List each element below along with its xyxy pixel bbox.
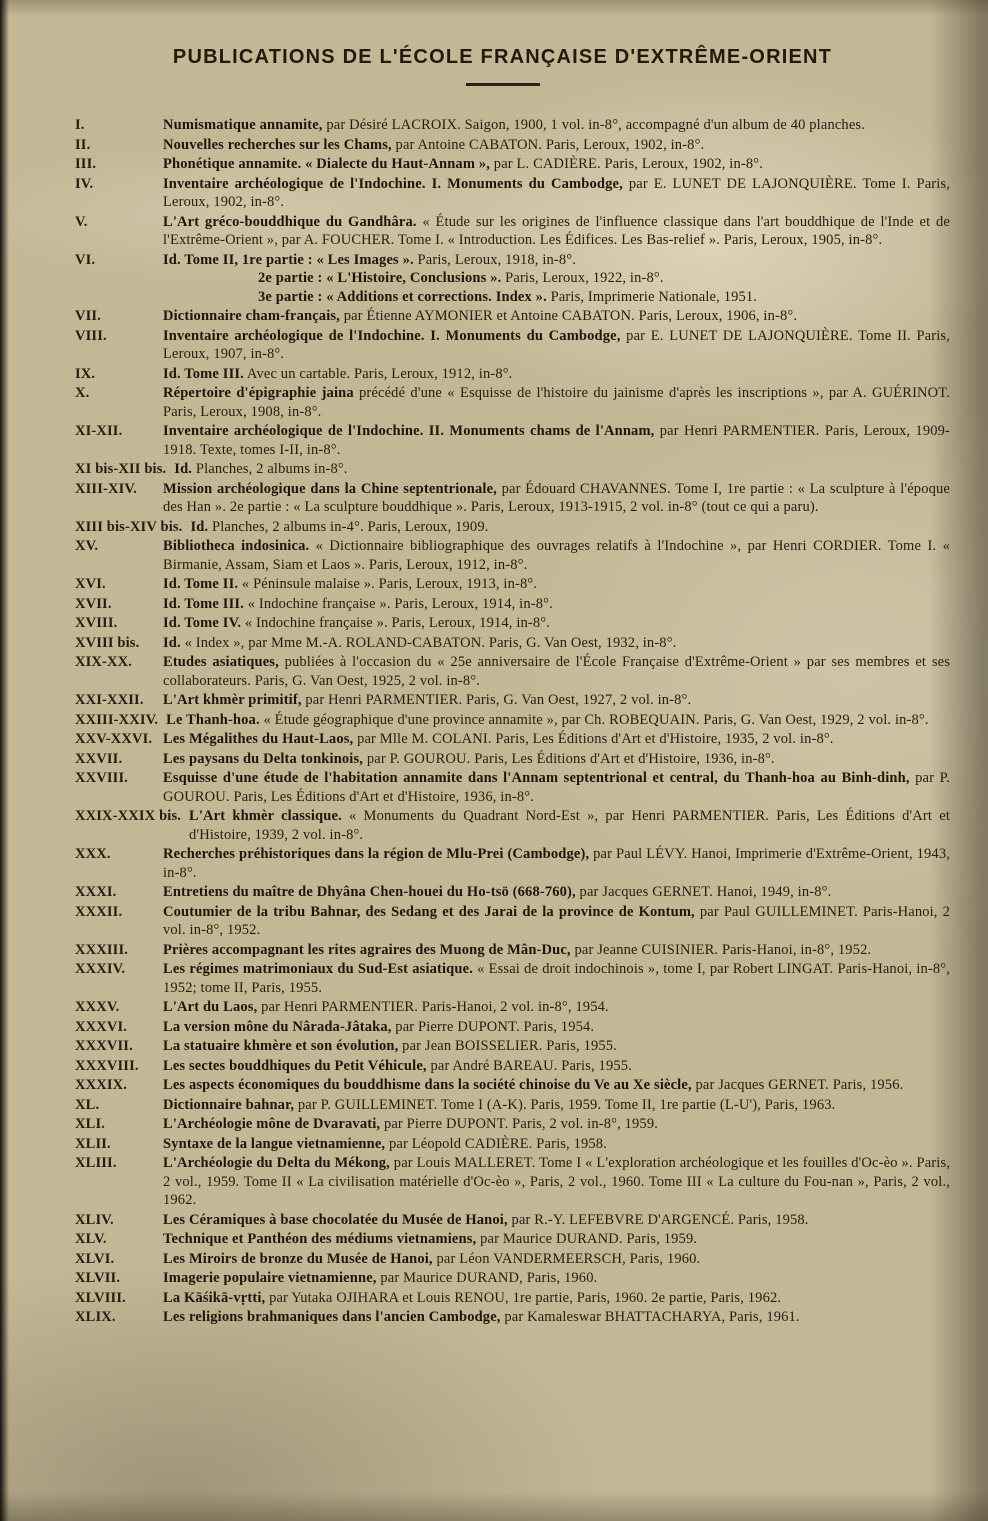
entry-text <box>163 384 950 421</box>
entry-rest: « Étude sur les origines de l'influence classique dans l'art bouddhique de l'Inde et de l'Extrême-Orient », par A. FOUCHER. Tome I. « Introduction. Les Édifices. Les Bas-relief ». Paris, Leroux, 1905, in-8°. <box>163 213 950 248</box>
entry-number: XIII bis-XIV bis. <box>75 518 183 535</box>
entry-rest: par P. GUILLEMINET. Tome I (A-K). Paris, 1959. Tome II, 1re partie (L-U'), Paris, 1963. <box>294 1096 836 1113</box>
entry-title: Les Céramiques à base chocolatée du Musée de Hanoi, <box>163 1211 508 1228</box>
entry-title: Etudes asiatiques, <box>163 654 279 670</box>
entry-row <box>75 1115 950 1134</box>
entry-row <box>75 750 950 769</box>
entry-title: Id. Tome II, 1re partie : « Les Images ». <box>163 251 414 268</box>
entry-title: Id. <box>174 461 193 477</box>
entry-text <box>163 769 950 806</box>
entry-row <box>75 1289 950 1308</box>
entry-row <box>75 384 950 421</box>
entry-title: Entretiens du maître de Dhyâna Chen-houei du Ho-tsö (668-760), <box>163 884 576 900</box>
entry-title: Les paysans du Delta tonkinois, <box>163 750 364 767</box>
entry-number: XXX. <box>75 846 111 862</box>
entry-row <box>75 595 950 614</box>
entry-rest: par E. LUNET DE LAJONQUIÈRE. Tome II. Paris, Leroux, 1907, in-8°. <box>163 327 950 362</box>
page-title: PUBLICATIONS DE L'ÉCOLE FRANÇAISE D'EXTRÊME-ORIENT <box>172 46 833 68</box>
entry-number: X. <box>75 385 90 401</box>
entry-number: XXXVIII. <box>75 1057 139 1074</box>
entry-text <box>163 1289 950 1308</box>
entry-row <box>75 730 950 749</box>
entry-text <box>163 213 950 250</box>
entry-row <box>75 1230 950 1249</box>
entry-row <box>75 903 950 940</box>
entry-title: Bibliotheca indosinica. <box>163 538 310 554</box>
entry-rest: par P. GOUROU. Paris, Les Éditions d'Art et d'Histoire, 1936, in-8°. <box>363 750 775 767</box>
entry-number: XIII-XIV. <box>75 480 137 497</box>
subline-rest: Paris, Leroux, 1922, in-8°. <box>501 270 664 286</box>
entry-title: Inventaire archéologique de l'Indochine. I. Monuments du Cambodge, <box>163 327 621 344</box>
entry-text <box>163 155 950 174</box>
entry-text <box>163 1308 950 1327</box>
entry-text <box>163 1076 950 1095</box>
entry-title: Coutumier de la tribu Bahnar, des Sedang et des Jarai de la province de Kontum, <box>163 903 695 920</box>
entry-title: Dictionnaire cham-français, <box>163 308 340 324</box>
entry-subline <box>258 288 950 307</box>
entry-title: Esquisse d'une étude de l'habitation annamite dans l'Annam septentrional et central, du Thanh-hoa au Binh-dinh, <box>163 770 910 786</box>
entry-text <box>174 460 950 479</box>
entry-text <box>163 730 950 749</box>
entry-rest: par Jeanne CUISINIER. Paris-Hanoi, in-8°, 1952. <box>570 941 872 958</box>
entry-row <box>75 213 950 250</box>
entry-row <box>75 883 950 902</box>
entry-row <box>75 518 950 537</box>
entry-text <box>163 960 950 997</box>
entry-row <box>75 1211 950 1230</box>
entry-number: XI bis-XII bis. <box>75 461 167 477</box>
entry-row <box>75 136 950 155</box>
entry-number: XXIII-XXIV. <box>75 711 159 728</box>
entry-text <box>190 518 950 537</box>
entry-rest: par Antoine CABATON. Paris, Leroux, 1902, in-8°. <box>391 136 705 153</box>
entry-row <box>75 116 950 135</box>
entry-text <box>163 941 950 960</box>
entry-number: VIII. <box>75 327 107 344</box>
subline-title: 3e partie : « Additions et corrections. Index ». <box>258 288 547 305</box>
entry-rest: par Léon VANDERMEERSCH, Paris, 1960. <box>432 1250 701 1267</box>
entry-row <box>75 537 950 574</box>
entry-number: XVII. <box>75 595 112 612</box>
entry-text <box>163 1250 950 1269</box>
entry-row <box>75 634 950 653</box>
entry-text <box>163 1211 950 1230</box>
entry-text <box>163 480 950 517</box>
entry-rest: par Louis MALLERET. Tome I « L'exploration archéologique et les fouilles d'Oc-èo ». Paris, 2 vol., 1959. Tome II « La civilisation matérielle d'Oc-èo », Paris, 2 vol., 1960. Tome III « La culture du Fou-nan », Paris, 2 vol., 1962. <box>163 1155 951 1208</box>
entry-number: XLV. <box>75 1231 107 1247</box>
entry-number: XXXIX. <box>75 1077 128 1093</box>
entry-text <box>166 711 950 730</box>
entry-number: XXVIII. <box>75 770 129 786</box>
entry-row <box>75 365 950 384</box>
entry-rest: par Jacques GERNET. Hanoi, 1949, in-8°. <box>575 884 832 900</box>
entry-row <box>75 460 950 479</box>
entry-title: Les aspects économiques du bouddhisme dans la société chinoise du Ve au Xe siècle, <box>163 1077 692 1093</box>
entry-title: Les Mégalithes du Haut-Laos, <box>163 731 354 747</box>
entry-rest: par Paul LÉVY. Hanoi, Imprimerie d'Extrême-Orient, 1943, in-8°. <box>163 846 950 881</box>
entry-number: XXXI. <box>75 884 117 900</box>
entry-text <box>163 575 950 594</box>
entry-rest: Planches, 2 albums in-4°. Paris, Leroux, 1909. <box>208 518 489 535</box>
entry-rest: « Péninsule malaise ». Paris, Leroux, 1913, in-8°. <box>238 576 538 592</box>
entry-rest: par R.-Y. LEFEBVRE D'ARGENCÉ. Paris, 1958. <box>507 1211 809 1228</box>
entry-rest: « Index », par Mme M.-A. ROLAND-CABATON. Paris, G. Van Oest, 1932, in-8°. <box>180 634 677 651</box>
entry-row <box>75 769 950 806</box>
entry-row <box>75 1096 950 1115</box>
entry-rest: par Jacques GERNET. Paris, 1956. <box>691 1077 904 1093</box>
entry-number: XI-XII. <box>75 423 123 439</box>
entry-rest: par Pierre DUPONT. Paris, 1954. <box>391 1018 595 1035</box>
entry-title: Id. Tome IV. <box>163 615 242 631</box>
entry-number: IV. <box>75 175 94 192</box>
entry-number: XXXV. <box>75 999 120 1015</box>
entry-number: XXVII. <box>75 750 123 767</box>
entry-number: XIX-XX. <box>75 654 133 670</box>
subline-rest: Paris, Imprimerie Nationale, 1951. <box>546 288 758 305</box>
entry-number: IX. <box>75 365 96 382</box>
entry-text <box>163 998 950 1017</box>
entry-text <box>163 116 950 135</box>
entry-text <box>163 1154 950 1210</box>
entry-text <box>163 691 950 710</box>
entry-row <box>75 575 950 594</box>
entry-text <box>163 653 950 690</box>
entry-rest: Planches, 2 albums in-8°. <box>192 461 348 477</box>
entry-text <box>163 1115 950 1134</box>
entry-title: Nouvelles recherches sur les Chams, <box>163 136 392 153</box>
entry-number: XVIII bis. <box>75 634 140 651</box>
entry-title: Les Miroirs de bronze du Musée de Hanoi, <box>163 1250 433 1267</box>
entry-title: La statuaire khmère et son évolution, <box>163 1038 399 1054</box>
entry-title: Id. Tome III. <box>163 365 244 382</box>
entry-title: L'Art du Laos, <box>163 999 258 1015</box>
entry-rest: par Maurice DURAND. Paris, 1959. <box>476 1231 698 1247</box>
entry-number: XXI-XXII. <box>75 692 144 708</box>
entry-title: Prières accompagnant les rites agraires des Muong de Mân-Duc, <box>163 941 571 958</box>
entry-subline <box>258 269 950 288</box>
entry-text <box>163 634 950 653</box>
entry-text <box>163 136 950 155</box>
entry-text <box>189 807 950 844</box>
entry-title: Phonétique annamite. « Dialecte du Haut-Annam », <box>163 156 491 172</box>
entry-text <box>163 537 950 574</box>
entry-row <box>75 807 950 844</box>
entry-row <box>75 1018 950 1037</box>
entry-number: XLVI. <box>75 1250 115 1267</box>
entry-number: VII. <box>75 308 101 324</box>
entry-number: I. <box>75 117 85 133</box>
entry-number: XXXIII. <box>75 941 129 958</box>
title-divider <box>466 83 540 86</box>
entry-title: Recherches préhistoriques dans la région de Mlu-Prei (Cambodge), <box>163 846 590 862</box>
entry-row <box>75 691 950 710</box>
entry-number: XLVIII. <box>75 1289 126 1306</box>
entry-rest: par Pierre DUPONT. Paris, 2 vol. in-8°, 1959. <box>380 1116 658 1132</box>
entry-title: L'Art khmèr primitif, <box>163 692 302 708</box>
entry-rest: par Yutaka OJIHARA et Louis RENOU, 1re partie, Paris, 1960. 2e partie, Paris, 1962. <box>265 1289 782 1306</box>
entry-rest: précédé d'une « Esquisse de l'histoire du jainisme d'après les inscriptions », par A. GUÉRINOT. Paris, Leroux, 1908, in-8°. <box>163 385 951 420</box>
entry-number: II. <box>75 136 91 153</box>
entry-rest: « Dictionnaire bibliographique des ouvrages relatifs à l'Indochine », par Henri CORDIER. Tome I. « Birmanie, Assam, Siam et Laos ». Paris, Leroux, 1912, in-8°. <box>163 538 950 573</box>
entry-number: XLIX. <box>75 1309 116 1325</box>
entry-rest: « Monuments du Quadrant Nord-Est », par Henri PARMENTIER. Paris, Les Éditions d'Art et d'Histoire, 1939, 2 vol. in-8°. <box>189 808 951 843</box>
entry-row <box>75 480 950 517</box>
entry-title: L'Art khmèr classique. <box>189 808 342 824</box>
entry-rest: par Jean BOISSELIER. Paris, 1955. <box>398 1038 617 1054</box>
entry-rest: par Henri PARMENTIER. Paris, G. Van Oest, 1927, 2 vol. in-8°. <box>301 692 692 708</box>
entries-list <box>75 116 950 1327</box>
entry-rest: publiées à l'occasion du « 25e anniversaire de l'École Française d'Extrême-Orient » par ses membres et ses collaborateurs. Paris, G. Van Oest, 1925, 2 vol. in-8°. <box>163 654 950 689</box>
entry-row <box>75 1135 950 1154</box>
entry-number: III. <box>75 156 97 172</box>
entry-number: V. <box>75 213 88 230</box>
entry-number: XXIX-XXIX bis. <box>75 808 182 824</box>
entry-number: XLIII. <box>75 1155 117 1171</box>
entry-title: L'Art gréco-bouddhique du Gandhâra. <box>163 213 417 230</box>
entry-title: Les régimes matrimoniaux du Sud-Est asiatique. <box>163 961 473 977</box>
entry-rest: par Mlle M. COLANI. Paris, Les Éditions d'Art et d'Histoire, 1935, 2 vol. in-8°. <box>353 731 834 747</box>
entry-row <box>75 711 950 730</box>
entry-rest: par Paul GUILLEMINET. Paris-Hanoi, 2 vol. in-8°, 1952. <box>163 903 950 938</box>
entry-rest: par Henri PARMENTIER. Paris, Leroux, 1909-1918. Texte, tomes I-II, in-8°. <box>163 423 950 458</box>
entry-title: Les sectes bouddhiques du Petit Véhicule, <box>163 1057 427 1074</box>
entry-text <box>163 422 950 459</box>
entry-text <box>163 845 950 882</box>
entry-text <box>163 1269 950 1288</box>
entry-row <box>75 155 950 174</box>
entry-rest: « Indochine française ». Paris, Leroux, 1914, in-8°. <box>241 615 551 631</box>
entry-text <box>163 307 950 326</box>
entry-row <box>75 941 950 960</box>
entry-rest: par Édouard CHAVANNES. Tome I, 1re partie : « La sculpture à l'époque des Han ». 2e partie : « La sculpture bouddhique ». Paris, Leroux, 1913-1915, 2 vol. in-8° (tout ce qui a paru). <box>163 480 950 515</box>
entry-number: XXV-XXVI. <box>75 731 153 747</box>
entry-row <box>75 614 950 633</box>
entry-title: Mission archéologique dans la Chine septentrionale, <box>163 480 497 497</box>
entry-title: Inventaire archéologique de l'Indochine. II. Monuments chams de l'Annam, <box>163 423 655 439</box>
entry-number: XXXIV. <box>75 961 126 977</box>
entry-number: XLI. <box>75 1116 106 1132</box>
entry-rest: par Kamaleswar BHATTACHARYA, Paris, 1961. <box>500 1309 800 1325</box>
entry-text <box>163 365 950 384</box>
entry-title: L'Archéologie mône de Dvaravati, <box>163 1116 381 1132</box>
entry-number: XXXII. <box>75 903 123 920</box>
entry-title: Inventaire archéologique de l'Indochine. I. Monuments du Cambodge, <box>163 175 623 192</box>
entry-row <box>75 845 950 882</box>
entry-rest: par Étienne AYMONIER et Antoine CABATON. Paris, Leroux, 1906, in-8°. <box>339 308 798 324</box>
entry-title: Syntaxe de la langue vietnamienne, <box>163 1135 386 1152</box>
entry-row <box>75 1308 950 1327</box>
entry-title: La Kāśikā-vṛtti, <box>163 1289 266 1306</box>
entry-rest: par Léopold CADIÈRE. Paris, 1958. <box>385 1135 607 1152</box>
entry-title: Technique et Panthéon des médiums vietnamiens, <box>163 1231 477 1247</box>
entry-rest: par Henri PARMENTIER. Paris-Hanoi, 2 vol. in-8°, 1954. <box>257 999 609 1015</box>
entry-row <box>75 1057 950 1076</box>
entry-text <box>163 1096 950 1115</box>
entry-rest: Paris, Leroux, 1918, in-8°. <box>413 251 577 268</box>
entry-rest: Avec un cartable. Paris, Leroux, 1912, in-8°. <box>243 365 513 382</box>
entry-number: XXXVII. <box>75 1038 133 1054</box>
entry-text <box>163 175 950 212</box>
entry-title: Numismatique annamite, <box>163 117 323 133</box>
entry-title: Id. <box>163 634 181 651</box>
entry-number: XLIV. <box>75 1211 114 1228</box>
subline-title: 2e partie : « L'Histoire, Conclusions ». <box>258 270 502 286</box>
entry-number: XXXVI. <box>75 1018 128 1035</box>
entry-title: Id. Tome III. <box>163 595 244 612</box>
entry-text <box>163 1057 950 1076</box>
entry-text <box>163 1037 950 1056</box>
entry-text <box>163 251 950 307</box>
entry-text <box>163 1018 950 1037</box>
entry-number: XLII. <box>75 1135 111 1152</box>
entry-row <box>75 1037 950 1056</box>
entry-rest: « Étude géographique d'une province annamite », par Ch. ROBEQUAIN. Paris, G. Van Oest, 1929, 2 vol. in-8°. <box>259 711 929 728</box>
entry-row <box>75 1076 950 1095</box>
entry-title: L'Archéologie du Delta du Mékong, <box>163 1155 390 1171</box>
entry-title: Répertoire d'épigraphie jaina <box>163 385 354 401</box>
entry-title: Le Thanh-hoa. <box>166 711 260 728</box>
entry-row <box>75 653 950 690</box>
entry-row <box>75 422 950 459</box>
entry-text <box>163 750 950 769</box>
entry-number: XV. <box>75 538 99 554</box>
entry-rest: par P. GOUROU. Paris, Les Éditions d'Art et d'Histoire, 1936, in-8°. <box>163 770 950 805</box>
entry-row <box>75 307 950 326</box>
entry-text <box>163 903 950 940</box>
entry-number: XL. <box>75 1096 100 1113</box>
entry-row <box>75 1154 950 1210</box>
entry-row <box>75 175 950 212</box>
entry-title: Dictionnaire bahnar, <box>163 1096 295 1113</box>
entry-number: XVI. <box>75 576 106 592</box>
entry-row <box>75 251 950 307</box>
entry-row <box>75 960 950 997</box>
entry-title: Les religions brahmaniques dans l'ancien Cambodge, <box>163 1309 501 1325</box>
entry-title: Id. <box>190 518 209 535</box>
entry-text <box>163 327 950 364</box>
entry-title: La version mône du Nârada-Jâtaka, <box>163 1018 392 1035</box>
entry-text <box>163 614 950 633</box>
entry-row <box>75 998 950 1017</box>
entry-rest: par André BAREAU. Paris, 1955. <box>426 1057 632 1074</box>
entry-rest: par Désiré LACROIX. Saigon, 1900, 1 vol. in-8°, accompagné d'un album de 40 planches. <box>322 117 865 133</box>
entry-number: XLVII. <box>75 1270 121 1286</box>
entry-row <box>75 1269 950 1288</box>
entry-number: XVIII. <box>75 615 118 631</box>
entry-rest: par E. LUNET DE LAJONQUIÈRE. Tome I. Paris, Leroux, 1902, in-8°. <box>163 175 951 210</box>
entry-rest: par L. CADIÈRE. Paris, Leroux, 1902, in-8°. <box>490 156 763 172</box>
entry-row <box>75 327 950 364</box>
entry-row <box>75 1250 950 1269</box>
entry-rest: « Essai de droit indochinois », tome I, par Robert LINGAT. Paris-Hanoi, in-8°, 1952; tome II, Paris, 1955. <box>163 961 950 996</box>
entry-title: Imagerie populaire vietnamienne, <box>163 1270 377 1286</box>
entry-text <box>163 1230 950 1249</box>
entry-number: VI. <box>75 251 96 268</box>
entry-title: Id. Tome II. <box>163 576 239 592</box>
entry-text <box>163 595 950 614</box>
entry-text <box>163 1135 950 1154</box>
entry-text <box>163 883 950 902</box>
entry-rest: par Maurice DURAND, Paris, 1960. <box>376 1270 598 1286</box>
entry-rest: « Indochine française ». Paris, Leroux, 1914, in-8°. <box>243 595 553 612</box>
